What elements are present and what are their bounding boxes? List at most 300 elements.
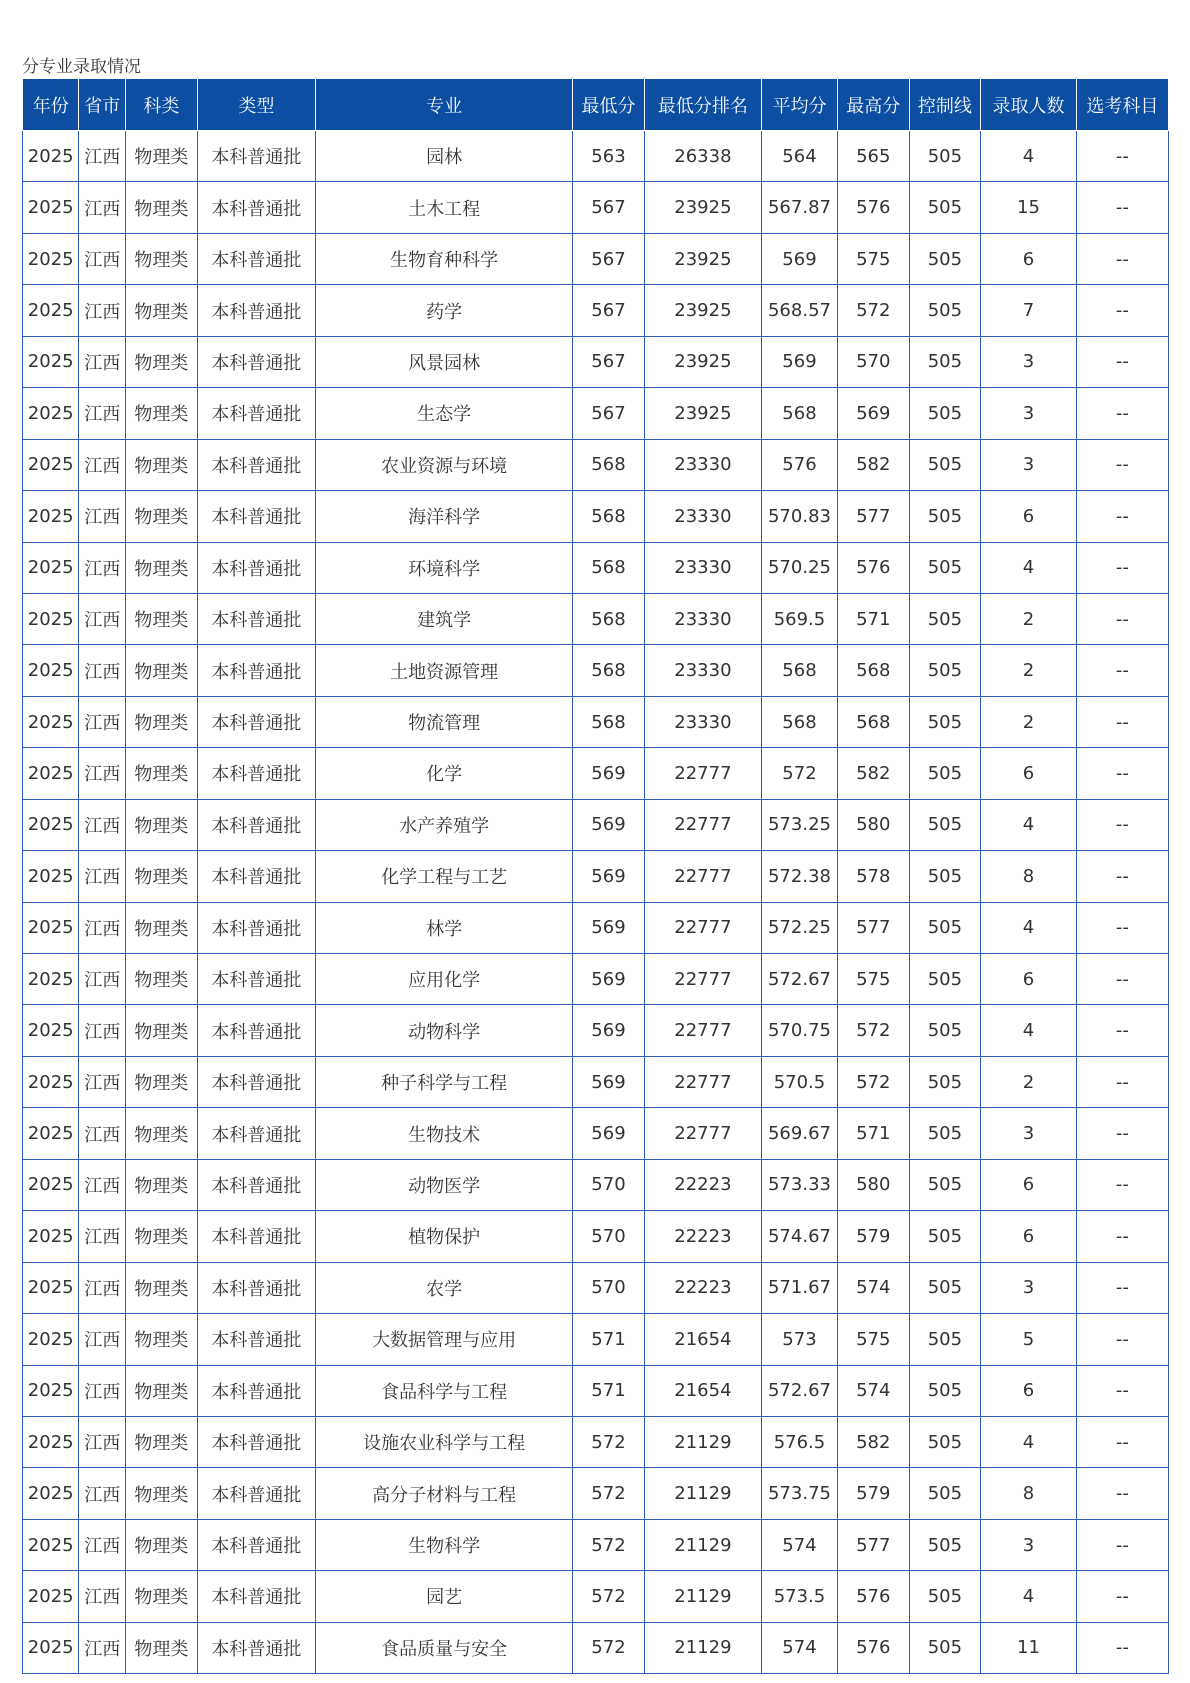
batch-type-cell: 本科普通批 xyxy=(197,1416,315,1467)
table-row xyxy=(23,1262,1169,1313)
major-cell: 食品科学与工程 xyxy=(315,1365,572,1416)
min-rank-cell: 21654 xyxy=(644,1314,761,1365)
min-rank-cell: 22777 xyxy=(644,748,761,799)
year-cell: 2025 xyxy=(23,1005,79,1056)
major-cell: 海洋科学 xyxy=(315,491,572,542)
batch-type-cell: 本科普通批 xyxy=(197,336,315,387)
admitted-count-cell: 4 xyxy=(981,902,1077,953)
min-rank-cell: 23330 xyxy=(644,696,761,747)
major-cell: 动物科学 xyxy=(315,1005,572,1056)
table-row xyxy=(23,748,1169,799)
elective-subjects-cell: -- xyxy=(1076,696,1168,747)
admitted-count-cell: 2 xyxy=(981,645,1077,696)
avg-score-cell: 570.75 xyxy=(762,1005,838,1056)
min-rank-cell: 23925 xyxy=(644,285,761,336)
control-line-cell: 505 xyxy=(909,439,981,490)
major-cell: 食品质量与安全 xyxy=(315,1622,572,1673)
min-score-cell: 572 xyxy=(573,1416,645,1467)
control-line-cell: 505 xyxy=(909,1519,981,1570)
col-header-major: 专业 xyxy=(315,79,572,131)
major-cell: 生物科学 xyxy=(315,1519,572,1570)
elective-subjects-cell: -- xyxy=(1076,182,1168,233)
elective-subjects-cell: -- xyxy=(1076,1571,1168,1622)
min-rank-cell: 21129 xyxy=(644,1519,761,1570)
admitted-count-cell: 6 xyxy=(981,233,1077,284)
max-score-cell: 571 xyxy=(837,1108,909,1159)
min-score-cell: 570 xyxy=(573,1262,645,1313)
min-rank-cell: 23330 xyxy=(644,645,761,696)
province-cell: 江西 xyxy=(79,954,126,1005)
major-cell: 化学 xyxy=(315,748,572,799)
table-row xyxy=(23,1519,1169,1570)
max-score-cell: 579 xyxy=(837,1211,909,1262)
major-cell: 土地资源管理 xyxy=(315,645,572,696)
table-row xyxy=(23,1005,1169,1056)
year-cell: 2025 xyxy=(23,542,79,593)
subject-category-cell: 物理类 xyxy=(126,1571,198,1622)
avg-score-cell: 573.25 xyxy=(762,799,838,850)
avg-score-cell: 573.75 xyxy=(762,1468,838,1519)
province-cell: 江西 xyxy=(79,336,126,387)
batch-type-cell: 本科普通批 xyxy=(197,233,315,284)
province-cell: 江西 xyxy=(79,439,126,490)
year-cell: 2025 xyxy=(23,1262,79,1313)
col-header-control-line: 控制线 xyxy=(909,79,981,131)
max-score-cell: 577 xyxy=(837,902,909,953)
batch-type-cell: 本科普通批 xyxy=(197,491,315,542)
elective-subjects-cell: -- xyxy=(1076,491,1168,542)
major-cell: 建筑学 xyxy=(315,593,572,644)
subject-category-cell: 物理类 xyxy=(126,748,198,799)
province-cell: 江西 xyxy=(79,1005,126,1056)
table-row xyxy=(23,1622,1169,1673)
major-cell: 风景园林 xyxy=(315,336,572,387)
major-cell: 生物育种科学 xyxy=(315,233,572,284)
control-line-cell: 505 xyxy=(909,285,981,336)
min-rank-cell: 22777 xyxy=(644,1056,761,1107)
min-score-cell: 568 xyxy=(573,491,645,542)
table-row xyxy=(23,954,1169,1005)
major-cell: 植物保护 xyxy=(315,1211,572,1262)
avg-score-cell: 574 xyxy=(762,1622,838,1673)
table-row xyxy=(23,1365,1169,1416)
avg-score-cell: 567.87 xyxy=(762,182,838,233)
control-line-cell: 505 xyxy=(909,1622,981,1673)
table-row xyxy=(23,1159,1169,1210)
province-cell: 江西 xyxy=(79,1622,126,1673)
elective-subjects-cell: -- xyxy=(1076,1519,1168,1570)
min-score-cell: 571 xyxy=(573,1314,645,1365)
elective-subjects-cell: -- xyxy=(1076,593,1168,644)
batch-type-cell: 本科普通批 xyxy=(197,1108,315,1159)
max-score-cell: 582 xyxy=(837,439,909,490)
admitted-count-cell: 6 xyxy=(981,1159,1077,1210)
min-score-cell: 567 xyxy=(573,285,645,336)
min-rank-cell: 26338 xyxy=(644,131,761,182)
min-score-cell: 568 xyxy=(573,593,645,644)
batch-type-cell: 本科普通批 xyxy=(197,1519,315,1570)
subject-category-cell: 物理类 xyxy=(126,336,198,387)
batch-type-cell: 本科普通批 xyxy=(197,593,315,644)
batch-type-cell: 本科普通批 xyxy=(197,902,315,953)
max-score-cell: 575 xyxy=(837,954,909,1005)
major-cell: 物流管理 xyxy=(315,696,572,747)
province-cell: 江西 xyxy=(79,1108,126,1159)
major-cell: 大数据管理与应用 xyxy=(315,1314,572,1365)
year-cell: 2025 xyxy=(23,285,79,336)
subject-category-cell: 物理类 xyxy=(126,1159,198,1210)
year-cell: 2025 xyxy=(23,851,79,902)
control-line-cell: 505 xyxy=(909,1314,981,1365)
max-score-cell: 572 xyxy=(837,285,909,336)
subject-category-cell: 物理类 xyxy=(126,954,198,1005)
table-row xyxy=(23,851,1169,902)
avg-score-cell: 572.67 xyxy=(762,1365,838,1416)
min-score-cell: 567 xyxy=(573,388,645,439)
min-score-cell: 572 xyxy=(573,1571,645,1622)
year-cell: 2025 xyxy=(23,182,79,233)
table-row xyxy=(23,1211,1169,1262)
col-header-elective-subjects: 选考科目 xyxy=(1076,79,1168,131)
table-row xyxy=(23,645,1169,696)
major-cell: 园艺 xyxy=(315,1571,572,1622)
table-row xyxy=(23,1314,1169,1365)
max-score-cell: 578 xyxy=(837,851,909,902)
avg-score-cell: 568 xyxy=(762,696,838,747)
province-cell: 江西 xyxy=(79,593,126,644)
control-line-cell: 505 xyxy=(909,542,981,593)
province-cell: 江西 xyxy=(79,1056,126,1107)
avg-score-cell: 568 xyxy=(762,388,838,439)
elective-subjects-cell: -- xyxy=(1076,1622,1168,1673)
subject-category-cell: 物理类 xyxy=(126,1365,198,1416)
table-row xyxy=(23,1416,1169,1467)
year-cell: 2025 xyxy=(23,1622,79,1673)
admitted-count-cell: 6 xyxy=(981,748,1077,799)
control-line-cell: 505 xyxy=(909,1056,981,1107)
control-line-cell: 505 xyxy=(909,1262,981,1313)
col-header-subject-category: 科类 xyxy=(126,79,198,131)
avg-score-cell: 564 xyxy=(762,131,838,182)
batch-type-cell: 本科普通批 xyxy=(197,1005,315,1056)
year-cell: 2025 xyxy=(23,491,79,542)
year-cell: 2025 xyxy=(23,1365,79,1416)
min-rank-cell: 22223 xyxy=(644,1211,761,1262)
year-cell: 2025 xyxy=(23,954,79,1005)
elective-subjects-cell: -- xyxy=(1076,1056,1168,1107)
min-score-cell: 568 xyxy=(573,439,645,490)
major-cell: 农学 xyxy=(315,1262,572,1313)
major-cell: 生物技术 xyxy=(315,1108,572,1159)
major-cell: 应用化学 xyxy=(315,954,572,1005)
table-row xyxy=(23,1108,1169,1159)
min-rank-cell: 23925 xyxy=(644,388,761,439)
province-cell: 江西 xyxy=(79,748,126,799)
elective-subjects-cell: -- xyxy=(1076,902,1168,953)
min-score-cell: 569 xyxy=(573,902,645,953)
province-cell: 江西 xyxy=(79,285,126,336)
table-row xyxy=(23,285,1169,336)
admitted-count-cell: 2 xyxy=(981,696,1077,747)
batch-type-cell: 本科普通批 xyxy=(197,1365,315,1416)
major-cell: 园林 xyxy=(315,131,572,182)
admitted-count-cell: 4 xyxy=(981,1571,1077,1622)
table-caption: 分专业录取情况 xyxy=(22,57,141,77)
year-cell: 2025 xyxy=(23,233,79,284)
batch-type-cell: 本科普通批 xyxy=(197,1571,315,1622)
admitted-count-cell: 3 xyxy=(981,439,1077,490)
elective-subjects-cell: -- xyxy=(1076,1005,1168,1056)
batch-type-cell: 本科普通批 xyxy=(197,1314,315,1365)
min-rank-cell: 23330 xyxy=(644,593,761,644)
table-row xyxy=(23,799,1169,850)
control-line-cell: 505 xyxy=(909,851,981,902)
elective-subjects-cell: -- xyxy=(1076,1468,1168,1519)
subject-category-cell: 物理类 xyxy=(126,491,198,542)
table-row xyxy=(23,131,1169,182)
table-body xyxy=(23,131,1169,1674)
min-score-cell: 570 xyxy=(573,1159,645,1210)
subject-category-cell: 物理类 xyxy=(126,696,198,747)
min-score-cell: 569 xyxy=(573,1005,645,1056)
table-row xyxy=(23,439,1169,490)
admitted-count-cell: 15 xyxy=(981,182,1077,233)
avg-score-cell: 573.5 xyxy=(762,1571,838,1622)
max-score-cell: 576 xyxy=(837,1571,909,1622)
year-cell: 2025 xyxy=(23,645,79,696)
province-cell: 江西 xyxy=(79,1416,126,1467)
admitted-count-cell: 8 xyxy=(981,851,1077,902)
elective-subjects-cell: -- xyxy=(1076,1416,1168,1467)
elective-subjects-cell: -- xyxy=(1076,954,1168,1005)
max-score-cell: 572 xyxy=(837,1056,909,1107)
max-score-cell: 572 xyxy=(837,1005,909,1056)
admitted-count-cell: 4 xyxy=(981,1005,1077,1056)
elective-subjects-cell: -- xyxy=(1076,388,1168,439)
admitted-count-cell: 2 xyxy=(981,1056,1077,1107)
year-cell: 2025 xyxy=(23,131,79,182)
avg-score-cell: 573 xyxy=(762,1314,838,1365)
min-score-cell: 568 xyxy=(573,696,645,747)
subject-category-cell: 物理类 xyxy=(126,1056,198,1107)
province-cell: 江西 xyxy=(79,388,126,439)
max-score-cell: 571 xyxy=(837,593,909,644)
control-line-cell: 505 xyxy=(909,645,981,696)
year-cell: 2025 xyxy=(23,336,79,387)
elective-subjects-cell: -- xyxy=(1076,1262,1168,1313)
batch-type-cell: 本科普通批 xyxy=(197,696,315,747)
batch-type-cell: 本科普通批 xyxy=(197,182,315,233)
table-row xyxy=(23,388,1169,439)
admitted-count-cell: 11 xyxy=(981,1622,1077,1673)
year-cell: 2025 xyxy=(23,1159,79,1210)
year-cell: 2025 xyxy=(23,1108,79,1159)
province-cell: 江西 xyxy=(79,1365,126,1416)
max-score-cell: 580 xyxy=(837,799,909,850)
subject-category-cell: 物理类 xyxy=(126,1314,198,1365)
province-cell: 江西 xyxy=(79,1519,126,1570)
year-cell: 2025 xyxy=(23,1571,79,1622)
major-cell: 种子科学与工程 xyxy=(315,1056,572,1107)
subject-category-cell: 物理类 xyxy=(126,645,198,696)
province-cell: 江西 xyxy=(79,1159,126,1210)
col-header-province: 省市 xyxy=(79,79,126,131)
max-score-cell: 579 xyxy=(837,1468,909,1519)
batch-type-cell: 本科普通批 xyxy=(197,645,315,696)
avg-score-cell: 573.33 xyxy=(762,1159,838,1210)
min-rank-cell: 23330 xyxy=(644,491,761,542)
max-score-cell: 582 xyxy=(837,1416,909,1467)
year-cell: 2025 xyxy=(23,593,79,644)
province-cell: 江西 xyxy=(79,182,126,233)
elective-subjects-cell: -- xyxy=(1076,1159,1168,1210)
elective-subjects-cell: -- xyxy=(1076,645,1168,696)
max-score-cell: 580 xyxy=(837,1159,909,1210)
min-score-cell: 569 xyxy=(573,799,645,850)
max-score-cell: 568 xyxy=(837,696,909,747)
admitted-count-cell: 6 xyxy=(981,491,1077,542)
province-cell: 江西 xyxy=(79,542,126,593)
province-cell: 江西 xyxy=(79,1211,126,1262)
subject-category-cell: 物理类 xyxy=(126,233,198,284)
control-line-cell: 505 xyxy=(909,491,981,542)
admitted-count-cell: 4 xyxy=(981,1416,1077,1467)
table-row xyxy=(23,336,1169,387)
control-line-cell: 505 xyxy=(909,954,981,1005)
table-row xyxy=(23,902,1169,953)
min-score-cell: 567 xyxy=(573,336,645,387)
avg-score-cell: 570.83 xyxy=(762,491,838,542)
avg-score-cell: 570.25 xyxy=(762,542,838,593)
avg-score-cell: 576 xyxy=(762,439,838,490)
admitted-count-cell: 7 xyxy=(981,285,1077,336)
max-score-cell: 576 xyxy=(837,542,909,593)
table-row xyxy=(23,1571,1169,1622)
min-rank-cell: 23925 xyxy=(644,182,761,233)
year-cell: 2025 xyxy=(23,748,79,799)
table-row xyxy=(23,491,1169,542)
min-rank-cell: 22777 xyxy=(644,1005,761,1056)
control-line-cell: 505 xyxy=(909,1005,981,1056)
max-score-cell: 575 xyxy=(837,1314,909,1365)
batch-type-cell: 本科普通批 xyxy=(197,1159,315,1210)
avg-score-cell: 568.57 xyxy=(762,285,838,336)
header-row xyxy=(23,79,1169,131)
control-line-cell: 505 xyxy=(909,1571,981,1622)
admitted-count-cell: 3 xyxy=(981,388,1077,439)
avg-score-cell: 570.5 xyxy=(762,1056,838,1107)
admitted-count-cell: 2 xyxy=(981,593,1077,644)
batch-type-cell: 本科普通批 xyxy=(197,439,315,490)
min-rank-cell: 22223 xyxy=(644,1159,761,1210)
subject-category-cell: 物理类 xyxy=(126,1262,198,1313)
subject-category-cell: 物理类 xyxy=(126,1622,198,1673)
avg-score-cell: 572.67 xyxy=(762,954,838,1005)
major-cell: 土木工程 xyxy=(315,182,572,233)
province-cell: 江西 xyxy=(79,233,126,284)
subject-category-cell: 物理类 xyxy=(126,285,198,336)
elective-subjects-cell: -- xyxy=(1076,439,1168,490)
max-score-cell: 576 xyxy=(837,182,909,233)
min-score-cell: 569 xyxy=(573,1056,645,1107)
min-rank-cell: 22777 xyxy=(644,902,761,953)
subject-category-cell: 物理类 xyxy=(126,542,198,593)
max-score-cell: 576 xyxy=(837,1622,909,1673)
elective-subjects-cell: -- xyxy=(1076,1365,1168,1416)
avg-score-cell: 571.67 xyxy=(762,1262,838,1313)
table-row xyxy=(23,696,1169,747)
avg-score-cell: 574 xyxy=(762,1519,838,1570)
major-cell: 水产养殖学 xyxy=(315,799,572,850)
max-score-cell: 569 xyxy=(837,388,909,439)
control-line-cell: 505 xyxy=(909,593,981,644)
year-cell: 2025 xyxy=(23,696,79,747)
subject-category-cell: 物理类 xyxy=(126,1211,198,1262)
min-score-cell: 567 xyxy=(573,182,645,233)
control-line-cell: 505 xyxy=(909,1416,981,1467)
min-score-cell: 571 xyxy=(573,1365,645,1416)
elective-subjects-cell: -- xyxy=(1076,1314,1168,1365)
control-line-cell: 505 xyxy=(909,1159,981,1210)
batch-type-cell: 本科普通批 xyxy=(197,285,315,336)
table-row xyxy=(23,593,1169,644)
min-rank-cell: 21129 xyxy=(644,1416,761,1467)
year-cell: 2025 xyxy=(23,1416,79,1467)
max-score-cell: 582 xyxy=(837,748,909,799)
control-line-cell: 505 xyxy=(909,182,981,233)
min-rank-cell: 22223 xyxy=(644,1262,761,1313)
control-line-cell: 505 xyxy=(909,1108,981,1159)
avg-score-cell: 572.38 xyxy=(762,851,838,902)
min-score-cell: 567 xyxy=(573,233,645,284)
col-header-avg-score: 平均分 xyxy=(762,79,838,131)
min-rank-cell: 21129 xyxy=(644,1571,761,1622)
batch-type-cell: 本科普通批 xyxy=(197,542,315,593)
min-rank-cell: 23330 xyxy=(644,439,761,490)
min-score-cell: 572 xyxy=(573,1468,645,1519)
min-score-cell: 569 xyxy=(573,748,645,799)
batch-type-cell: 本科普通批 xyxy=(197,954,315,1005)
subject-category-cell: 物理类 xyxy=(126,902,198,953)
max-score-cell: 570 xyxy=(837,336,909,387)
col-header-min-rank: 最低分排名 xyxy=(644,79,761,131)
admitted-count-cell: 6 xyxy=(981,1211,1077,1262)
avg-score-cell: 569 xyxy=(762,336,838,387)
avg-score-cell: 576.5 xyxy=(762,1416,838,1467)
min-rank-cell: 23925 xyxy=(644,336,761,387)
min-score-cell: 568 xyxy=(573,645,645,696)
min-rank-cell: 23925 xyxy=(644,233,761,284)
province-cell: 江西 xyxy=(79,1314,126,1365)
subject-category-cell: 物理类 xyxy=(126,1416,198,1467)
control-line-cell: 505 xyxy=(909,388,981,439)
admitted-count-cell: 3 xyxy=(981,1519,1077,1570)
control-line-cell: 505 xyxy=(909,696,981,747)
elective-subjects-cell: -- xyxy=(1076,131,1168,182)
admitted-count-cell: 3 xyxy=(981,336,1077,387)
min-rank-cell: 21129 xyxy=(644,1622,761,1673)
elective-subjects-cell: -- xyxy=(1076,799,1168,850)
province-cell: 江西 xyxy=(79,799,126,850)
major-cell: 设施农业科学与工程 xyxy=(315,1416,572,1467)
control-line-cell: 505 xyxy=(909,1211,981,1262)
table-row xyxy=(23,1468,1169,1519)
min-rank-cell: 22777 xyxy=(644,1108,761,1159)
year-cell: 2025 xyxy=(23,1519,79,1570)
control-line-cell: 505 xyxy=(909,902,981,953)
subject-category-cell: 物理类 xyxy=(126,182,198,233)
control-line-cell: 505 xyxy=(909,233,981,284)
